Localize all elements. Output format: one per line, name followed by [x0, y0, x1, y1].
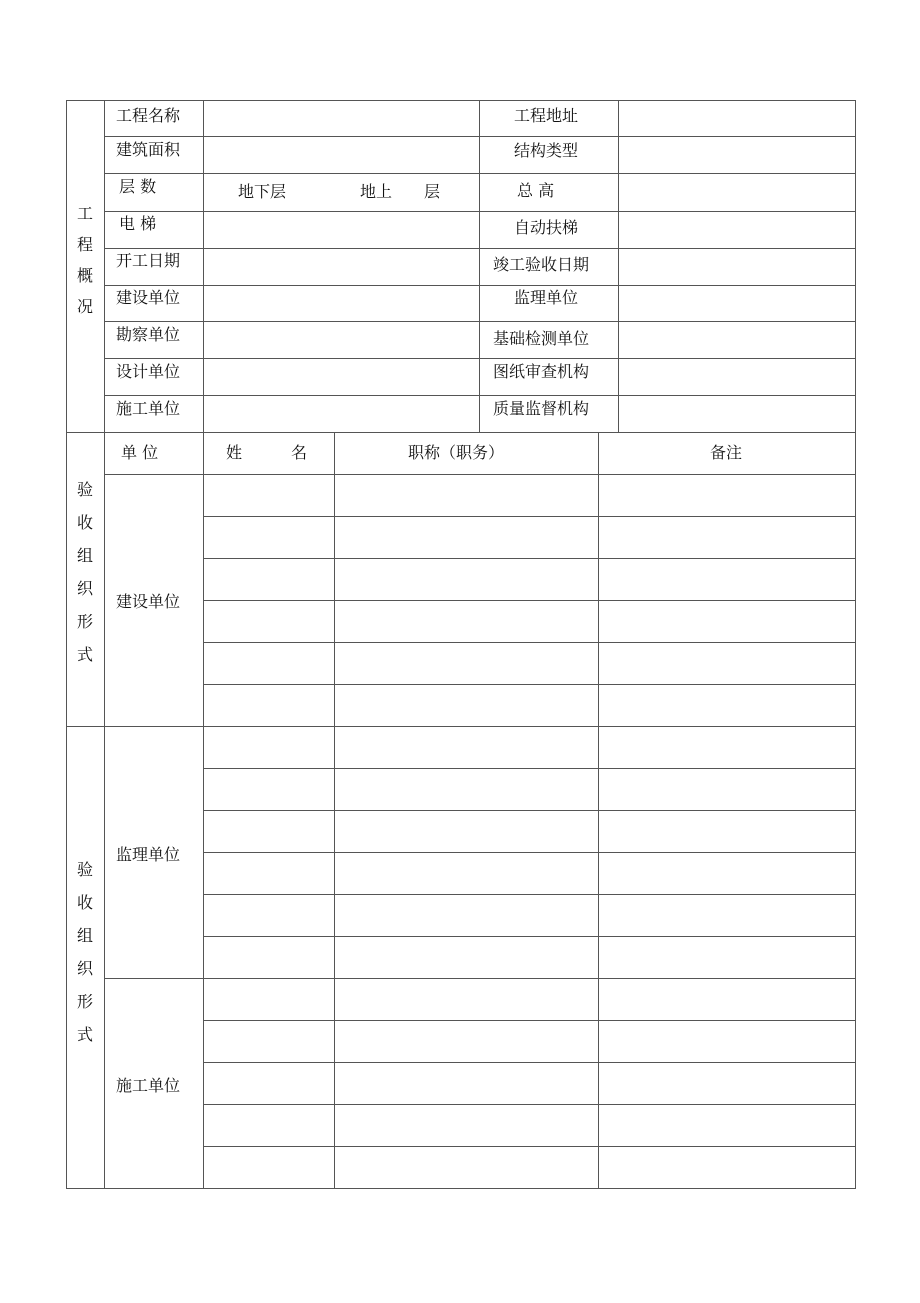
title-column-divider [598, 432, 599, 1189]
group-label-supervision-unit: 监理单位 [116, 845, 181, 864]
foundation-test-unit-field[interactable] [619, 322, 854, 358]
section-label-divider [104, 100, 105, 1189]
supervision-unit-field[interactable] [619, 286, 854, 321]
row-divider [203, 810, 856, 811]
construction-unit-field[interactable] [204, 286, 478, 321]
organization-section-label [67, 860, 103, 1045]
label-building-area: 建筑面积 [116, 140, 181, 159]
structure-type-field[interactable] [619, 137, 854, 173]
unit-column-divider [203, 432, 204, 1189]
header-bottom-line [104, 474, 856, 475]
header-remarks: 备注 [710, 443, 743, 462]
label-floors: 层 数 [119, 177, 157, 196]
label-elevator: 电 梯 [119, 214, 157, 233]
header-unit: 单 位 [121, 443, 159, 462]
label-project-address: 工程地址 [514, 106, 579, 125]
row-divider [203, 768, 856, 769]
label-foundation-test-unit: 基础检测单位 [493, 329, 590, 348]
project-name-field[interactable] [204, 101, 478, 136]
total-height-field[interactable] [619, 174, 854, 211]
name-column-divider [334, 432, 335, 1189]
overview-label-char: 概 [76, 266, 93, 285]
row-divider [203, 852, 856, 853]
section-divider [66, 432, 856, 433]
design-unit-field[interactable] [204, 359, 478, 395]
label-design-unit: 设计单位 [116, 362, 181, 381]
drawing-review-field[interactable] [619, 359, 854, 395]
label-project-name: 工程名称 [116, 106, 181, 125]
row-divider [203, 642, 856, 643]
organization-label-char: 验 [76, 860, 93, 879]
label-drawing-review: 图纸审查机构 [493, 362, 590, 381]
organization-label-char: 式 [76, 1025, 93, 1044]
label-quality-supervision: 质量监督机构 [493, 399, 590, 418]
label-construction-unit: 建设单位 [116, 288, 181, 307]
section-divider [66, 726, 856, 727]
label-completion-date: 竣工验收日期 [493, 255, 590, 274]
row-divider [203, 936, 856, 937]
row-divider [203, 600, 856, 601]
label-structure-type: 结构类型 [514, 141, 579, 160]
organization-label-char: 形 [76, 612, 93, 631]
header-name-first: 姓 [226, 443, 243, 462]
row-divider [203, 894, 856, 895]
label-escalator: 自动扶梯 [514, 218, 579, 237]
survey-unit-field[interactable] [204, 322, 478, 358]
organization-label-char: 织 [76, 579, 93, 598]
label-survey-unit: 勘察单位 [116, 325, 181, 344]
organization-section-label [67, 480, 103, 665]
label-supervision-unit: 监理单位 [514, 288, 579, 307]
organization-label-char: 组 [76, 926, 93, 945]
row-divider [203, 1020, 856, 1021]
organization-label-char: 形 [76, 992, 93, 1011]
organization-label-char: 组 [76, 546, 93, 565]
quality-supervision-field[interactable] [619, 396, 854, 432]
builder-unit-field[interactable] [204, 396, 478, 432]
form-right-border [855, 100, 856, 1189]
group-label-construction-unit: 建设单位 [116, 592, 181, 611]
row-divider [203, 558, 856, 559]
label-total-height: 总 高 [517, 181, 555, 200]
building-area-field[interactable] [204, 137, 478, 173]
organization-label-char: 式 [76, 645, 93, 664]
row-divider [203, 516, 856, 517]
label-above-ground: 地上 [360, 182, 393, 201]
overview-section-label [67, 204, 103, 317]
overview-mid-divider [479, 100, 480, 433]
group-label-builder-unit: 施工单位 [116, 1076, 181, 1095]
completion-date-field[interactable] [619, 249, 854, 285]
label-start-date: 开工日期 [116, 251, 181, 270]
overview-label-char: 况 [76, 297, 93, 316]
row-divider [203, 1146, 856, 1147]
organization-label-char: 织 [76, 959, 93, 978]
group-divider [104, 978, 856, 979]
label-underground-floors: 地下层 [238, 182, 287, 201]
label-builder-unit: 施工单位 [116, 399, 181, 418]
overview-label-char: 工 [76, 204, 93, 223]
organization-label-char: 收 [76, 893, 93, 912]
organization-label-char: 收 [76, 513, 93, 532]
project-address-field[interactable] [619, 101, 854, 136]
start-date-field[interactable] [204, 249, 478, 285]
form-bottom-border [66, 1188, 856, 1189]
header-name-second: 名 [291, 443, 308, 462]
row-divider [203, 684, 856, 685]
row-divider [203, 1062, 856, 1063]
elevator-field[interactable] [204, 212, 478, 248]
header-title: 职称（职务） [408, 443, 505, 462]
overview-label-char: 程 [76, 235, 93, 254]
label-floor-suffix: 层 [424, 182, 441, 201]
organization-label-char: 验 [76, 480, 93, 499]
row-divider [203, 1104, 856, 1105]
escalator-field[interactable] [619, 212, 854, 248]
